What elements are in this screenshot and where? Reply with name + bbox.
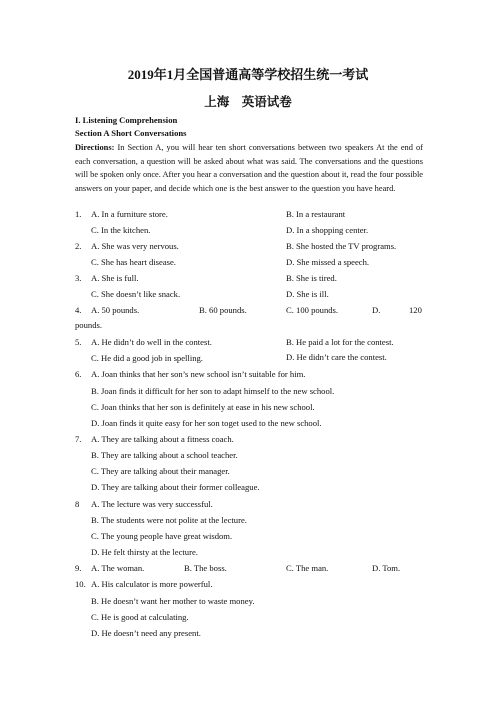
option-a: A. She is full. [91, 273, 139, 283]
directions-text: In Section A, you will hear ten short conversations between two speakers At the end of each conversation, a question will be asked about what was said. The conversations and the questions will be spoken only once. After you hear a conversation and the question about it, read the four possible answers on your paper, and decide which one is the best answer to the question you have heard. [75, 143, 423, 193]
directions-label: Directions: [75, 143, 115, 152]
question-number: 5. [75, 337, 82, 347]
option-a: A. The lecture was very successful. [91, 499, 213, 509]
option-c: C. Joan thinks that her son is definitely at ease in his new school. [91, 402, 315, 412]
option-a: A. His calculator is more powerful. [91, 579, 213, 589]
question-number: 4. [75, 305, 82, 315]
option-c: C. She has heart disease. [91, 257, 176, 267]
option-a: A. He didn’t do well in the contest. [91, 337, 212, 347]
option-d: D. She is ill. [286, 289, 329, 299]
option-d: D. He didn’t care the contest. [286, 352, 387, 362]
exam-title: 2019年1月全国普通高等学校招生统一考试 [127, 67, 369, 82]
option-c: C. 100 pounds. [286, 305, 339, 315]
option-b: B. She is tired. [286, 273, 337, 283]
option-d: D. They are talking about their former colleague. [91, 482, 260, 492]
option-d: D. Tom. [372, 563, 401, 573]
question-number: 3. [75, 273, 82, 283]
question-number: 6. [75, 369, 82, 379]
option-b: B. She hosted the TV programs. [286, 241, 397, 251]
option-d: D. [372, 305, 381, 315]
option-b: B. The students were not polite at the lecture. [91, 515, 247, 525]
option-c: C. He did a good job in spelling. [91, 353, 203, 363]
option-c: C. He is good at calculating. [91, 612, 189, 622]
option-d: D. In a shopping center. [286, 225, 369, 235]
question-number: 7. [75, 434, 82, 444]
question-number: 2. [75, 241, 82, 251]
exam-subtitle: 上海 英语试卷 [204, 95, 292, 109]
option-a: A. 50 pounds. [91, 305, 140, 315]
option-c: C. The young people have great wisdom. [91, 531, 233, 541]
option-b: B. In a restaurant [286, 209, 346, 219]
option-d-unit: pounds. [75, 320, 102, 330]
option-d: D. He felt thirsty at the lecture. [91, 547, 198, 557]
question-number: 10. [75, 579, 86, 589]
option-d: D. She missed a speech. [286, 257, 370, 267]
option-d: D. He doesn’t need any present. [91, 628, 201, 638]
option-d-value: 120 [409, 305, 422, 315]
option-c: C. She doesn’t like snack. [91, 289, 181, 299]
option-c: C. They are talking about their manager. [91, 466, 230, 476]
option-a: A. They are talking about a fitness coach. [91, 434, 234, 444]
option-a: A. The woman. [91, 563, 145, 573]
option-d: D. Joan finds it quite easy for her son toget used to the new school. [91, 418, 322, 428]
option-c: C. In the kitchen. [91, 225, 151, 235]
question-number: 9. [75, 563, 82, 573]
question-number: 8 [75, 499, 80, 509]
option-b: B. Joan finds it difficult for her son to adapt himself to the new school. [91, 386, 335, 396]
part-heading: I. Listening Comprehension [75, 115, 178, 125]
directions-paragraph [75, 141, 423, 195]
option-b: B. He paid a lot for the contest. [286, 337, 394, 347]
option-b: B. The boss. [184, 563, 227, 573]
option-c: C. The man. [286, 563, 329, 573]
option-b: B. 60 pounds. [199, 305, 247, 315]
option-b: B. They are talking about a school teacher. [91, 450, 238, 460]
option-a: A. She was very nervous. [91, 241, 179, 251]
section-heading: Section A Short Conversations [75, 128, 187, 138]
option-a: A. In a furniture store. [91, 209, 168, 219]
question-number: 1. [75, 209, 82, 219]
option-a: A. Joan thinks that her son’s new school isn’t suitable for him. [91, 369, 306, 379]
option-b: B. He doesn’t want her mother to waste money. [91, 596, 255, 606]
